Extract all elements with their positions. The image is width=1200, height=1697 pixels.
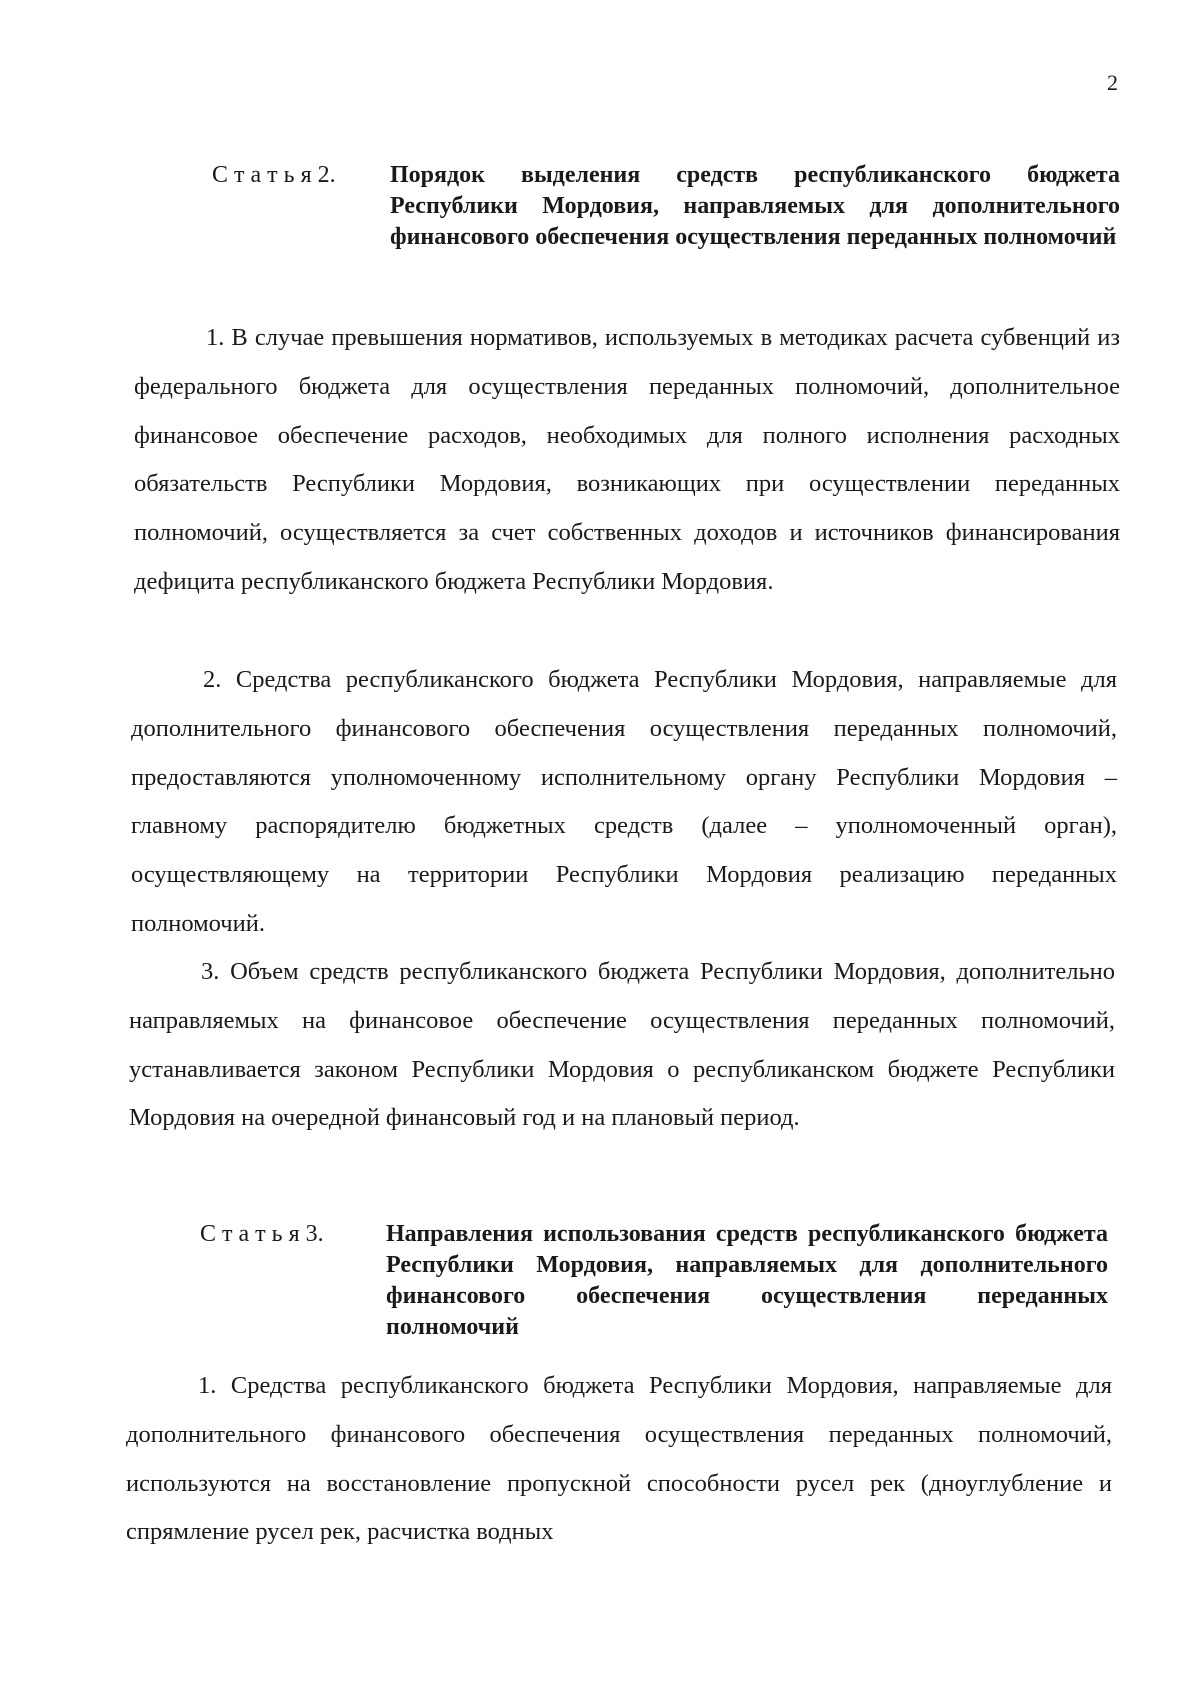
article-3-label: С т а т ь я 3. (200, 1221, 324, 1247)
article-2-paragraph-1: 1. В случае превышения нормативов, используемых в методиках расчета субвенций из федерального бюджета для осуществления переданных полномочий, дополнительное финансовое обеспечение расходов, необходимых для полного исполнения расходных обязательств Республики Мордовия, возникающих при осуществлении переданных полномочий, осуществляется за счет собственных доходов и источников финансирования дефицита республиканского бюджета Республики Мордовия. (134, 324, 1120, 595)
article-2-heading (212, 160, 1122, 290)
article-3-heading (200, 1219, 1112, 1349)
article-2-title: Порядок выделения средств республиканского бюджета Республики Мордовия, направляемых для дополнительного финансового обеспечения осуществления переданных полномочий (390, 162, 1120, 250)
page-number: 2 (1107, 70, 1118, 95)
article-3-title: Направления использования средств республиканского бюджета Республики Мордовия, направляемых для дополнительного финансового обеспечения осуществления переданных полномочий (386, 1221, 1108, 1340)
article-2-label: С т а т ь я 2. (212, 162, 336, 188)
article-2-paragraph-2: 2. Средства республиканского бюджета Республики Мордовия, направляемые для дополнительного финансового обеспечения осуществления переданных полномочий, предоставляются уполномоченному исполнительному органу Республики Мордовия – главному распорядителю бюджетных средств (далее – уполномоченный орган), осуществляющему на территории Республики Мордовия реализацию переданных полномочий. (131, 666, 1117, 937)
article-3-paragraph-1: 1. Средства республиканского бюджета Республики Мордовия, направляемые для дополнительного финансового обеспечения осуществления переданных полномочий, используются на восстановление пропускной способности русел рек (дноуглубление и спрямление русел рек, расчистка водных (126, 1372, 1112, 1546)
article-2-paragraph-3: 3. Объем средств республиканского бюджета Республики Мордовия, дополнительно направляемых на финансовое обеспечение осуществления переданных полномочий, устанавливается законом Республики Мордовия о республиканском бюджете Республики Мордовия на очередной финансовый год и на плановый период. (129, 958, 1115, 1132)
